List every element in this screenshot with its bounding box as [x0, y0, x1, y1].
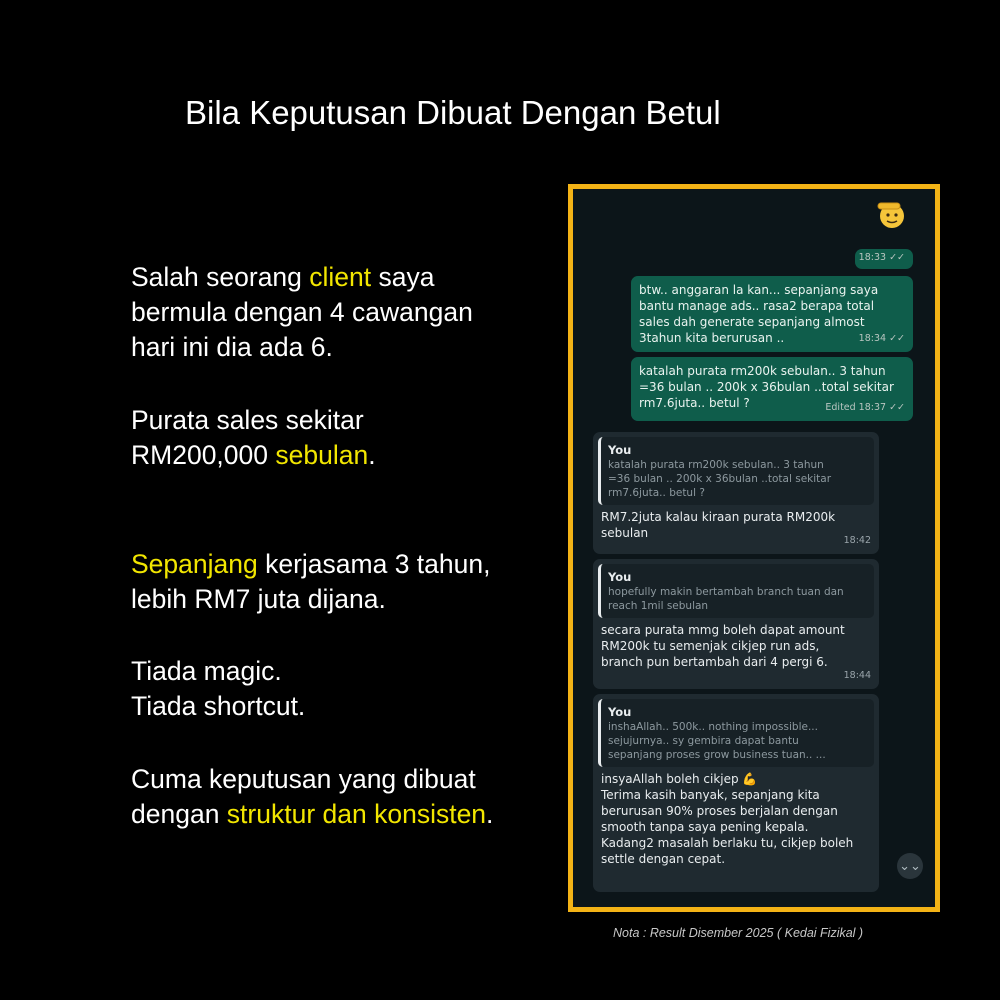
message-time: 18:33 ✓✓	[858, 252, 905, 263]
page-title: Bila Keputusan Dibuat Dengan Betul	[185, 94, 721, 131]
message-time: 18:34 ✓✓	[858, 333, 905, 344]
outgoing-sticker-bubble	[855, 249, 913, 269]
paragraph-sales: Purata sales sekitar RM200,000 sebulan.	[131, 405, 376, 470]
incoming-reply: You hopefully makin bertambah branch tuan dan reach 1mil sebulan secara purata mmg boleh dapat amount RM200k tu semenjak cikjep run ads, branch pun bertambah dari 4 pergi 6. 18:44	[593, 559, 879, 689]
saluting-face-icon	[873, 200, 909, 230]
quoted-message[interactable]: You hopefully makin bertambah branch tuan dan reach 1mil sebulan	[598, 564, 874, 618]
incoming-reply: You katalah purata rm200k sebulan.. 3 tahun =36 bulan .. 200k x 36bulan ..total sekitar rm7.6juta.. betul ? RM7.2juta kalau kiraan purata RM200k sebulan 18:42	[593, 432, 879, 554]
quoted-message[interactable]: You katalah purata rm200k sebulan.. 3 tahun =36 bulan .. 200k x 36bulan ..total sekitar rm7.6juta.. betul ?	[598, 437, 874, 505]
highlight-sepanjang: Sepanjang	[131, 549, 258, 579]
chat-screenshot-frame	[568, 184, 940, 912]
paragraph-sepanjang: Sepanjang kerjasama 3 tahun, lebih RM7 juta dijana.	[131, 549, 491, 614]
quoted-message[interactable]: You inshaAllah.. 500k.. nothing impossible... sejujurnya.. sy gembira dapat bantu sepanjang proses grow business tuan.. ...	[598, 699, 874, 767]
paragraph-tiada: Tiada magic. Tiada shortcut.	[131, 656, 306, 721]
message-time: Edited 18:37 ✓✓	[825, 402, 905, 413]
paragraph-client: Salah seorang client saya bermula dengan 4 cawangan hari ini dia ada 6.	[131, 262, 473, 362]
outgoing-message: katalah purata rm200k sebulan.. 3 tahun =36 bulan .. 200k x 36bulan ..total sekitar rm7.6juta.. betul ? Edited 18:37 ✓✓	[631, 357, 913, 421]
outgoing-message: btw.. anggaran la kan... sepanjang saya bantu manage ads.. rasa2 berapa total sales dah generate sepanjang almost 3tahun kita berurusan .. 18:34 ✓✓	[631, 276, 913, 352]
highlight-struktur: struktur dan konsisten	[226, 799, 487, 829]
message-time: 18:44	[843, 670, 871, 681]
highlight-sebulan: sebulan	[275, 440, 369, 470]
paragraph-keputusan: Cuma keputusan yang dibuat dengan struktur dan konsisten.	[131, 764, 494, 829]
message-time: 18:42	[843, 535, 871, 546]
highlight-client: client	[309, 262, 372, 292]
scroll-down-button[interactable]: ⌄⌄	[897, 853, 923, 879]
incoming-reply: You inshaAllah.. 500k.. nothing impossible... sejujurnya.. sy gembira dapat bantu sepanjang proses grow business tuan.. ... insyaAllah boleh cikjep 💪 Terima kasih banyak, sepanjang kita berurusan 90% proses berjalan dengan smooth tanpa saya pening kepala. Kadang2 masalah berlaku tu, cikjep boleh settle dengan cepat.	[593, 694, 879, 892]
footnote: Nota : Result Disember 2025 ( Kedai Fizikal )	[613, 926, 864, 940]
